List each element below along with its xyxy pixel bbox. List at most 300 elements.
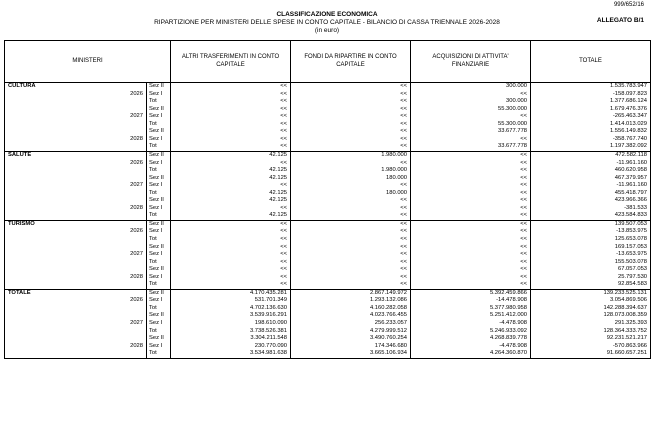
col-header-totale: TOTALE [531,41,651,83]
fondi-cell: 1.293.132.086 [291,297,411,305]
section-cell: Sez I [147,274,171,282]
year-cell [117,197,147,205]
acquisizioni-cell: 300.000 [411,98,531,106]
section-cell: Sez II [147,220,171,228]
trasferimenti-cell: << [171,281,291,289]
fondi-cell: 1.980.000 [291,151,411,159]
table-body [5,83,651,359]
year-cell [117,281,147,289]
ministero-cell [5,205,117,213]
fondi-cell: 174.346.680 [291,343,411,351]
fondi-cell: 4.279.999.512 [291,328,411,336]
acquisizioni-cell: << [411,266,531,274]
year-cell [117,259,147,267]
acquisizioni-cell: << [411,251,531,259]
table-row [5,289,651,297]
totale-cell: 423.966.366 [531,197,651,205]
acquisizioni-cell: 4.268.839.778 [411,335,531,343]
year-cell [117,143,147,151]
fondi-cell: << [291,212,411,220]
table-row [5,312,651,320]
ministero-cell [5,143,117,151]
totale-cell: -13.653.975 [531,251,651,259]
ministero-cell [5,312,117,320]
trasferimenti-cell: 42.125 [171,197,291,205]
section-cell: Sez II [147,243,171,251]
table-row [5,266,651,274]
table-row [5,212,651,220]
year-cell: 2027 [117,251,147,259]
totale-cell: -265.463.347 [531,113,651,121]
trasferimenti-cell: << [171,106,291,114]
totale-cell: -358.767.740 [531,136,651,144]
table-row [5,220,651,228]
fondi-cell: << [291,281,411,289]
acquisizioni-cell: << [411,205,531,213]
totale-cell: 3.054.869.506 [531,297,651,305]
ministero-cell [5,236,117,244]
ministero-cell [5,266,117,274]
table-row [5,143,651,151]
table-row [5,190,651,198]
acquisizioni-cell: << [411,113,531,121]
fondi-cell: << [291,182,411,190]
fondi-cell: 4.160.282.058 [291,305,411,313]
section-cell: Tot [147,98,171,106]
totale-cell: 460.620.958 [531,167,651,175]
totale-cell: 1.377.686.124 [531,98,651,106]
acquisizioni-cell: 300.000 [411,83,531,91]
acquisizioni-cell: << [411,212,531,220]
section-cell: Sez I [147,228,171,236]
trasferimenti-cell: << [171,243,291,251]
year-cell: 2027 [117,182,147,190]
totale-cell: 92.854.583 [531,281,651,289]
fondi-cell: << [291,98,411,106]
acquisizioni-cell: 5.377.980.958 [411,305,531,313]
year-cell: 2026 [117,228,147,236]
table-row [5,175,651,183]
section-cell: Tot [147,281,171,289]
ministero-cell [5,305,117,313]
trasferimenti-cell: << [171,228,291,236]
table-row [5,274,651,282]
acquisizioni-cell: 5.251.412.000 [411,312,531,320]
table-row [5,251,651,259]
table-header-row [5,41,651,83]
totale-cell: 1.679.476.376 [531,106,651,114]
totale-cell: 128.073.008.359 [531,312,651,320]
table-row [5,151,651,159]
trasferimenti-cell: 531.701.349 [171,297,291,305]
totale-cell: 139.507.053 [531,220,651,228]
table-row [5,281,651,289]
year-cell: 2026 [117,91,147,99]
year-cell: 2027 [117,320,147,328]
acquisizioni-cell: 33.677.778 [411,128,531,136]
col-header-fondi: FONDI DA RIPARTIRE IN CONTO CAPITALE [291,41,411,83]
trasferimenti-cell: << [171,128,291,136]
section-cell: Sez I [147,182,171,190]
section-cell: Tot [147,236,171,244]
section-cell: Sez II [147,289,171,297]
section-cell: Tot [147,121,171,129]
ministero-cell [5,113,117,121]
trasferimenti-cell: 42.125 [171,151,291,159]
totale-cell: -11.961.160 [531,159,651,167]
acquisizioni-cell: << [411,151,531,159]
year-cell [117,167,147,175]
year-cell [117,243,147,251]
fondi-cell: << [291,274,411,282]
table-row [5,259,651,267]
ministero-cell [5,175,117,183]
table-row [5,91,651,99]
fondi-cell: << [291,259,411,267]
table-row [5,320,651,328]
fondi-cell: << [291,205,411,213]
totale-cell: 91.660.657.251 [531,350,651,358]
year-cell [117,121,147,129]
trasferimenti-cell: 42.125 [171,167,291,175]
acquisizioni-cell: << [411,167,531,175]
trasferimenti-cell: << [171,220,291,228]
table-row [5,83,651,91]
ministero-cell [5,259,117,267]
table-row [5,297,651,305]
section-cell: Tot [147,167,171,175]
fondi-cell: 180.000 [291,190,411,198]
year-cell: 2026 [117,159,147,167]
acquisizioni-cell: << [411,259,531,267]
fondi-cell: << [291,236,411,244]
acquisizioni-cell: << [411,182,531,190]
totale-cell: 1.197.382.092 [531,143,651,151]
year-cell [117,220,147,228]
ministero-cell [5,228,117,236]
ministero-cell [5,335,117,343]
acquisizioni-cell: << [411,91,531,99]
acquisizioni-cell: << [411,175,531,183]
fondi-cell: << [291,136,411,144]
totale-cell: 472.582.118 [531,151,651,159]
fondi-cell: << [291,113,411,121]
ministero-cell [5,106,117,114]
year-cell [117,190,147,198]
section-cell: Sez II [147,197,171,205]
fondi-cell: << [291,197,411,205]
table-row [5,335,651,343]
year-cell [117,175,147,183]
section-cell: Sez II [147,312,171,320]
section-cell: Sez I [147,297,171,305]
totale-cell: 455.418.797 [531,190,651,198]
ministero-cell [5,91,117,99]
year-cell: 2028 [117,343,147,351]
col-header-acquisizioni: ACQUISIZIONI DI ATTIVITA' FINANZIARIE [411,41,531,83]
year-cell [117,98,147,106]
trasferimenti-cell: << [171,136,291,144]
trasferimenti-cell: << [171,98,291,106]
section-cell: Sez I [147,320,171,328]
ministero-cell [5,167,117,175]
acquisizioni-cell: 33.677.778 [411,143,531,151]
year-cell [117,151,147,159]
fondi-cell: 2.867.149.972 [291,289,411,297]
trasferimenti-cell: << [171,83,291,91]
ministero-cell [5,212,117,220]
acquisizioni-cell: -14.478.908 [411,297,531,305]
ministero-cell [5,159,117,167]
totale-cell: 142.288.394.637 [531,305,651,313]
table-row [5,228,651,236]
fondi-cell: << [291,228,411,236]
table-row [5,113,651,121]
totale-cell: 291.325.393 [531,320,651,328]
table-row [5,167,651,175]
section-cell: Sez II [147,175,171,183]
acquisizioni-cell: << [411,236,531,244]
fondi-cell: 256.233.057 [291,320,411,328]
totale-cell: 128.364.333.752 [531,328,651,336]
totale-cell: 139.233.525.131 [531,289,651,297]
table-row [5,121,651,129]
acquisizioni-cell: << [411,197,531,205]
trasferimenti-cell: 42.125 [171,190,291,198]
section-cell: Tot [147,305,171,313]
section-cell: Tot [147,190,171,198]
ministero-cell [5,281,117,289]
trasferimenti-cell: << [171,159,291,167]
section-cell: Sez II [147,151,171,159]
trasferimenti-cell: 4.170.435.281 [171,289,291,297]
trasferimenti-cell: 230.770.090 [171,343,291,351]
ministero-cell [5,182,117,190]
acquisizioni-cell: 5.246.933.092 [411,328,531,336]
totale-cell: 92.231.521.217 [531,335,651,343]
totale-cell: 1.414.013.029 [531,121,651,129]
table-row [5,350,651,358]
table-row [5,136,651,144]
table-row [5,343,651,351]
acquisizioni-cell: 55.300.000 [411,121,531,129]
section-cell: Sez II [147,83,171,91]
section-cell: Sez I [147,251,171,259]
allegato-label: ALLEGATO B/1 [596,17,644,24]
fondi-cell: << [291,266,411,274]
section-cell: Tot [147,212,171,220]
fondi-cell: << [291,83,411,91]
section-cell: Tot [147,328,171,336]
year-cell [117,289,147,297]
ministero-cell [5,98,117,106]
totale-cell: -11.961.160 [531,182,651,190]
totale-cell: -381.533 [531,205,651,213]
acquisizioni-cell: << [411,159,531,167]
fondi-cell: 4.023.766.455 [291,312,411,320]
acquisizioni-cell: << [411,220,531,228]
table-row [5,205,651,213]
year-cell [117,312,147,320]
ministero-cell [5,328,117,336]
year-cell [117,83,147,91]
ministero-cell [5,251,117,259]
ministero-cell [5,136,117,144]
trasferimenti-cell: 42.125 [171,212,291,220]
acquisizioni-cell: -4.478.908 [411,320,531,328]
totale-cell: -158.097.823 [531,91,651,99]
trasferimenti-cell: 42.125 [171,175,291,183]
section-cell: Sez II [147,335,171,343]
year-cell: 2026 [117,297,147,305]
ministero-cell [5,243,117,251]
acquisizioni-cell: << [411,136,531,144]
fondi-cell: << [291,106,411,114]
table-row [5,128,651,136]
acquisizioni-cell: << [411,228,531,236]
totale-cell: -570.863.966 [531,343,651,351]
year-cell [117,212,147,220]
budget-table [4,40,651,359]
table-row [5,106,651,114]
table-row [5,197,651,205]
fondi-cell: 3.490.760.254 [291,335,411,343]
section-cell: Sez II [147,128,171,136]
acquisizioni-cell: << [411,243,531,251]
year-cell [117,350,147,358]
table-row [5,236,651,244]
fondi-cell: << [291,159,411,167]
trasferimenti-cell: 3.304.211.548 [171,335,291,343]
acquisizioni-cell: 5.392.459.866 [411,289,531,297]
year-cell: 2028 [117,136,147,144]
section-cell: Sez II [147,266,171,274]
table-row [5,98,651,106]
trasferimenti-cell: << [171,143,291,151]
totale-cell: 169.157.053 [531,243,651,251]
col-header-ministeri: MINISTERI [5,41,171,83]
ministero-cell [5,297,117,305]
acquisizioni-cell: -4.478.908 [411,343,531,351]
ministero-cell: CULTURA [5,83,117,91]
document-header [0,11,654,36]
year-cell [117,128,147,136]
year-cell [117,305,147,313]
year-cell: 2028 [117,205,147,213]
totale-cell: 25.797.530 [531,274,651,282]
acquisizioni-cell: << [411,281,531,289]
fondi-cell: << [291,243,411,251]
fondi-cell: << [291,121,411,129]
section-cell: Tot [147,350,171,358]
trasferimenti-cell: << [171,205,291,213]
table-row [5,159,651,167]
document-id: 999/652/16 [613,2,644,8]
trasferimenti-cell: << [171,182,291,190]
trasferimenti-cell: 4.702.136.630 [171,305,291,313]
ministero-cell [5,190,117,198]
totale-cell: -13.853.975 [531,228,651,236]
trasferimenti-cell: 3.738.526.381 [171,328,291,336]
fondi-cell: << [291,128,411,136]
year-cell: 2028 [117,274,147,282]
fondi-cell: << [291,143,411,151]
trasferimenti-cell: 3.534.981.638 [171,350,291,358]
trasferimenti-cell: << [171,274,291,282]
fondi-cell: << [291,251,411,259]
section-cell: Sez I [147,205,171,213]
section-cell: Sez I [147,136,171,144]
ministero-cell [5,320,117,328]
table-row [5,182,651,190]
totale-cell: 423.584.833 [531,212,651,220]
totale-cell: 155.503.078 [531,259,651,267]
fondi-cell: << [291,220,411,228]
ministero-cell: TURISMO [5,220,117,228]
section-cell: Sez I [147,159,171,167]
fondi-cell: << [291,91,411,99]
totale-cell: 67.057.053 [531,266,651,274]
unit-label: (in euro) [314,27,340,35]
ministero-cell [5,121,117,129]
acquisizioni-cell: << [411,274,531,282]
trasferimenti-cell: << [171,259,291,267]
section-cell: Sez I [147,343,171,351]
fondi-cell: 1.980.000 [291,167,411,175]
year-cell [117,335,147,343]
table-row [5,328,651,336]
document-subtitle: RIPARTIZIONE PER MINISTERI DELLE SPESE IN CONTO CAPITALE - BILANCIO DI CASSA TRIENNALE 2026-2028 [154,19,500,27]
document-title: CLASSIFICAZIONE ECONOMICA [276,11,378,18]
section-cell: Sez II [147,106,171,114]
totale-cell: 1.535.783.947 [531,83,651,91]
year-cell: 2027 [117,113,147,121]
acquisizioni-cell: 55.300.000 [411,106,531,114]
year-cell [117,328,147,336]
totale-cell: 467.379.957 [531,175,651,183]
ministero-cell [5,274,117,282]
fondi-cell: 3.665.106.934 [291,350,411,358]
ministero-cell [5,343,117,351]
ministero-cell: TOTALE [5,289,117,297]
trasferimenti-cell: 198.610.090 [171,320,291,328]
section-cell: Tot [147,143,171,151]
table-row [5,243,651,251]
trasferimenti-cell: << [171,236,291,244]
section-cell: Sez I [147,113,171,121]
acquisizioni-cell: 4.264.360.870 [411,350,531,358]
ministero-cell [5,197,117,205]
ministero-cell [5,128,117,136]
section-cell: Tot [147,259,171,267]
totale-cell: 1.556.149.832 [531,128,651,136]
trasferimenti-cell: << [171,113,291,121]
fondi-cell: 180.000 [291,175,411,183]
trasferimenti-cell: << [171,251,291,259]
acquisizioni-cell: << [411,190,531,198]
totale-cell: 125.653.078 [531,236,651,244]
year-cell [117,266,147,274]
section-cell: Sez I [147,91,171,99]
year-cell [117,106,147,114]
trasferimenti-cell: << [171,266,291,274]
trasferimenti-cell: << [171,91,291,99]
ministero-cell [5,350,117,358]
year-cell [117,236,147,244]
trasferimenti-cell: 3.539.916.291 [171,312,291,320]
col-header-trasferimenti: ALTRI TRASFERIMENTI IN CONTO CAPITALE [171,41,291,83]
table-row [5,305,651,313]
